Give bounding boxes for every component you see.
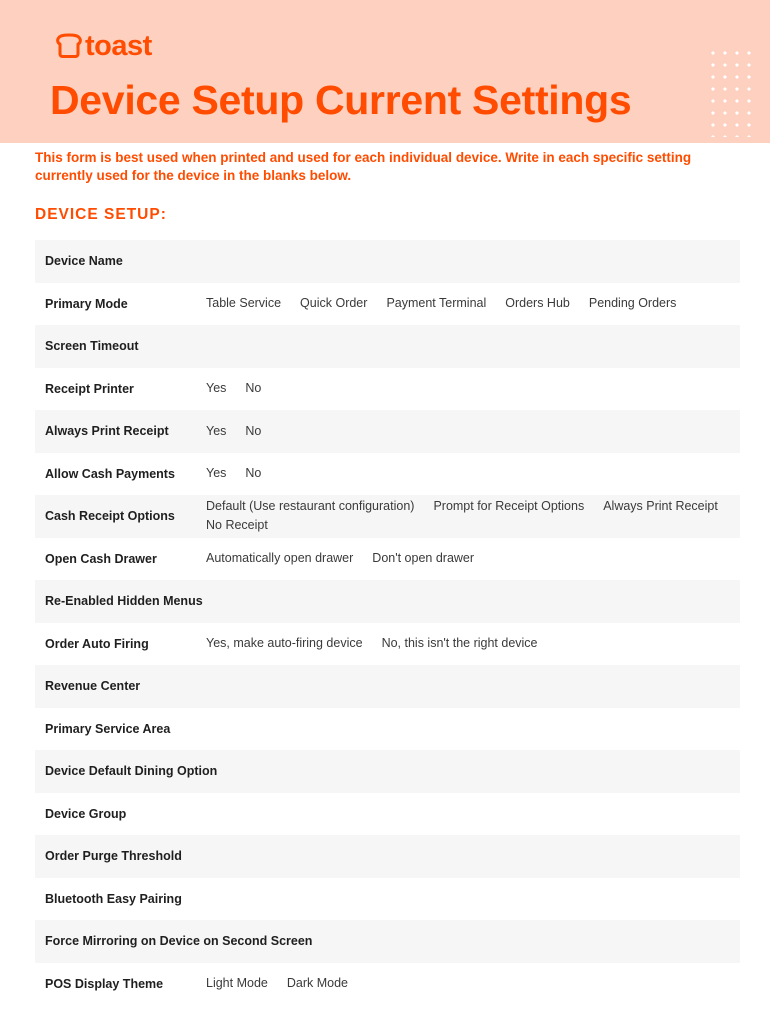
setting-option: No <box>245 423 262 438</box>
setting-row <box>35 580 740 623</box>
setting-row <box>35 325 740 368</box>
setting-row <box>35 878 740 921</box>
setting-option: Payment Terminal <box>386 296 487 311</box>
setting-row <box>35 708 740 751</box>
setting-row <box>35 665 740 708</box>
setting-label: Re-Enabled Hidden Menus <box>45 594 203 609</box>
setting-option: Light Mode <box>206 976 268 991</box>
intro-text: This form is best used when printed and used for each individual device. Write in each specific setting currently used for the device in the blanks below. <box>35 150 692 183</box>
setting-row <box>35 793 740 836</box>
setting-option: Orders Hub <box>505 296 570 311</box>
setting-row <box>35 750 740 793</box>
setting-row <box>35 453 740 496</box>
setting-options <box>206 465 740 482</box>
setting-label: POS Display Theme <box>45 976 164 991</box>
setting-label: Primary Service Area <box>45 721 171 736</box>
setting-row <box>35 410 740 453</box>
setting-label: Allow Cash Payments <box>45 466 175 481</box>
setting-option: No, this isn't the right device <box>381 636 538 651</box>
toast-logo <box>55 30 152 62</box>
setting-option: Table Service <box>206 296 282 311</box>
setting-option: Dark Mode <box>286 976 348 991</box>
header-banner <box>0 0 770 143</box>
setting-options <box>206 295 740 312</box>
page-title: Device Setup Current Settings <box>50 77 632 123</box>
setting-row <box>35 283 740 326</box>
setting-options <box>206 498 740 534</box>
setting-row <box>35 623 740 666</box>
setting-label: Device Name <box>45 254 123 269</box>
setting-row <box>35 240 740 283</box>
setting-row <box>35 963 740 1006</box>
setting-row <box>35 835 740 878</box>
setting-option: No <box>245 466 262 481</box>
settings-table <box>35 240 740 1005</box>
setting-row <box>35 368 740 411</box>
setting-options <box>206 550 740 567</box>
setting-label: Open Cash Drawer <box>45 551 157 566</box>
setting-label: Device Default Dining Option <box>45 764 218 779</box>
setting-option: No <box>245 381 262 396</box>
setting-label: Always Print Receipt <box>45 424 169 439</box>
setting-options <box>206 423 740 440</box>
setting-option: Pending Orders <box>588 296 677 311</box>
setting-label: Receipt Printer <box>45 381 134 396</box>
section-title: DEVICE SETUP: <box>35 206 167 223</box>
setting-options <box>206 975 740 992</box>
setting-option: Default (Use restaurant configuration) <box>206 499 415 514</box>
setting-option: Automatically open drawer <box>206 551 354 566</box>
logo-wordmark: toast <box>85 29 152 62</box>
setting-option: Yes, make auto-firing device <box>206 636 363 651</box>
setting-option: Yes <box>206 466 227 481</box>
setting-label: Primary Mode <box>45 296 128 311</box>
setting-options <box>206 380 740 397</box>
decorative-dot-grid <box>707 47 755 137</box>
toast-bread-icon <box>55 32 83 60</box>
setting-label: Cash Receipt Options <box>45 509 175 524</box>
setting-option: No Receipt <box>206 518 268 533</box>
setting-option: Always Print Receipt <box>603 499 718 514</box>
setting-label: Order Purge Threshold <box>45 849 182 864</box>
setting-label: Force Mirroring on Device on Second Screen <box>45 934 313 949</box>
setting-row <box>35 920 740 963</box>
setting-option: Quick Order <box>300 296 368 311</box>
setting-row <box>35 538 740 581</box>
setting-option: Don't open drawer <box>372 551 475 566</box>
setting-option: Yes <box>206 423 227 438</box>
setting-options <box>206 635 740 652</box>
setting-label: Screen Timeout <box>45 339 139 354</box>
setting-label: Bluetooth Easy Pairing <box>45 891 182 906</box>
setting-label: Revenue Center <box>45 679 141 694</box>
setting-row <box>35 495 740 538</box>
setting-label: Device Group <box>45 806 127 821</box>
setting-option: Yes <box>206 381 227 396</box>
setting-label: Order Auto Firing <box>45 636 149 651</box>
setting-option: Prompt for Receipt Options <box>433 499 585 514</box>
